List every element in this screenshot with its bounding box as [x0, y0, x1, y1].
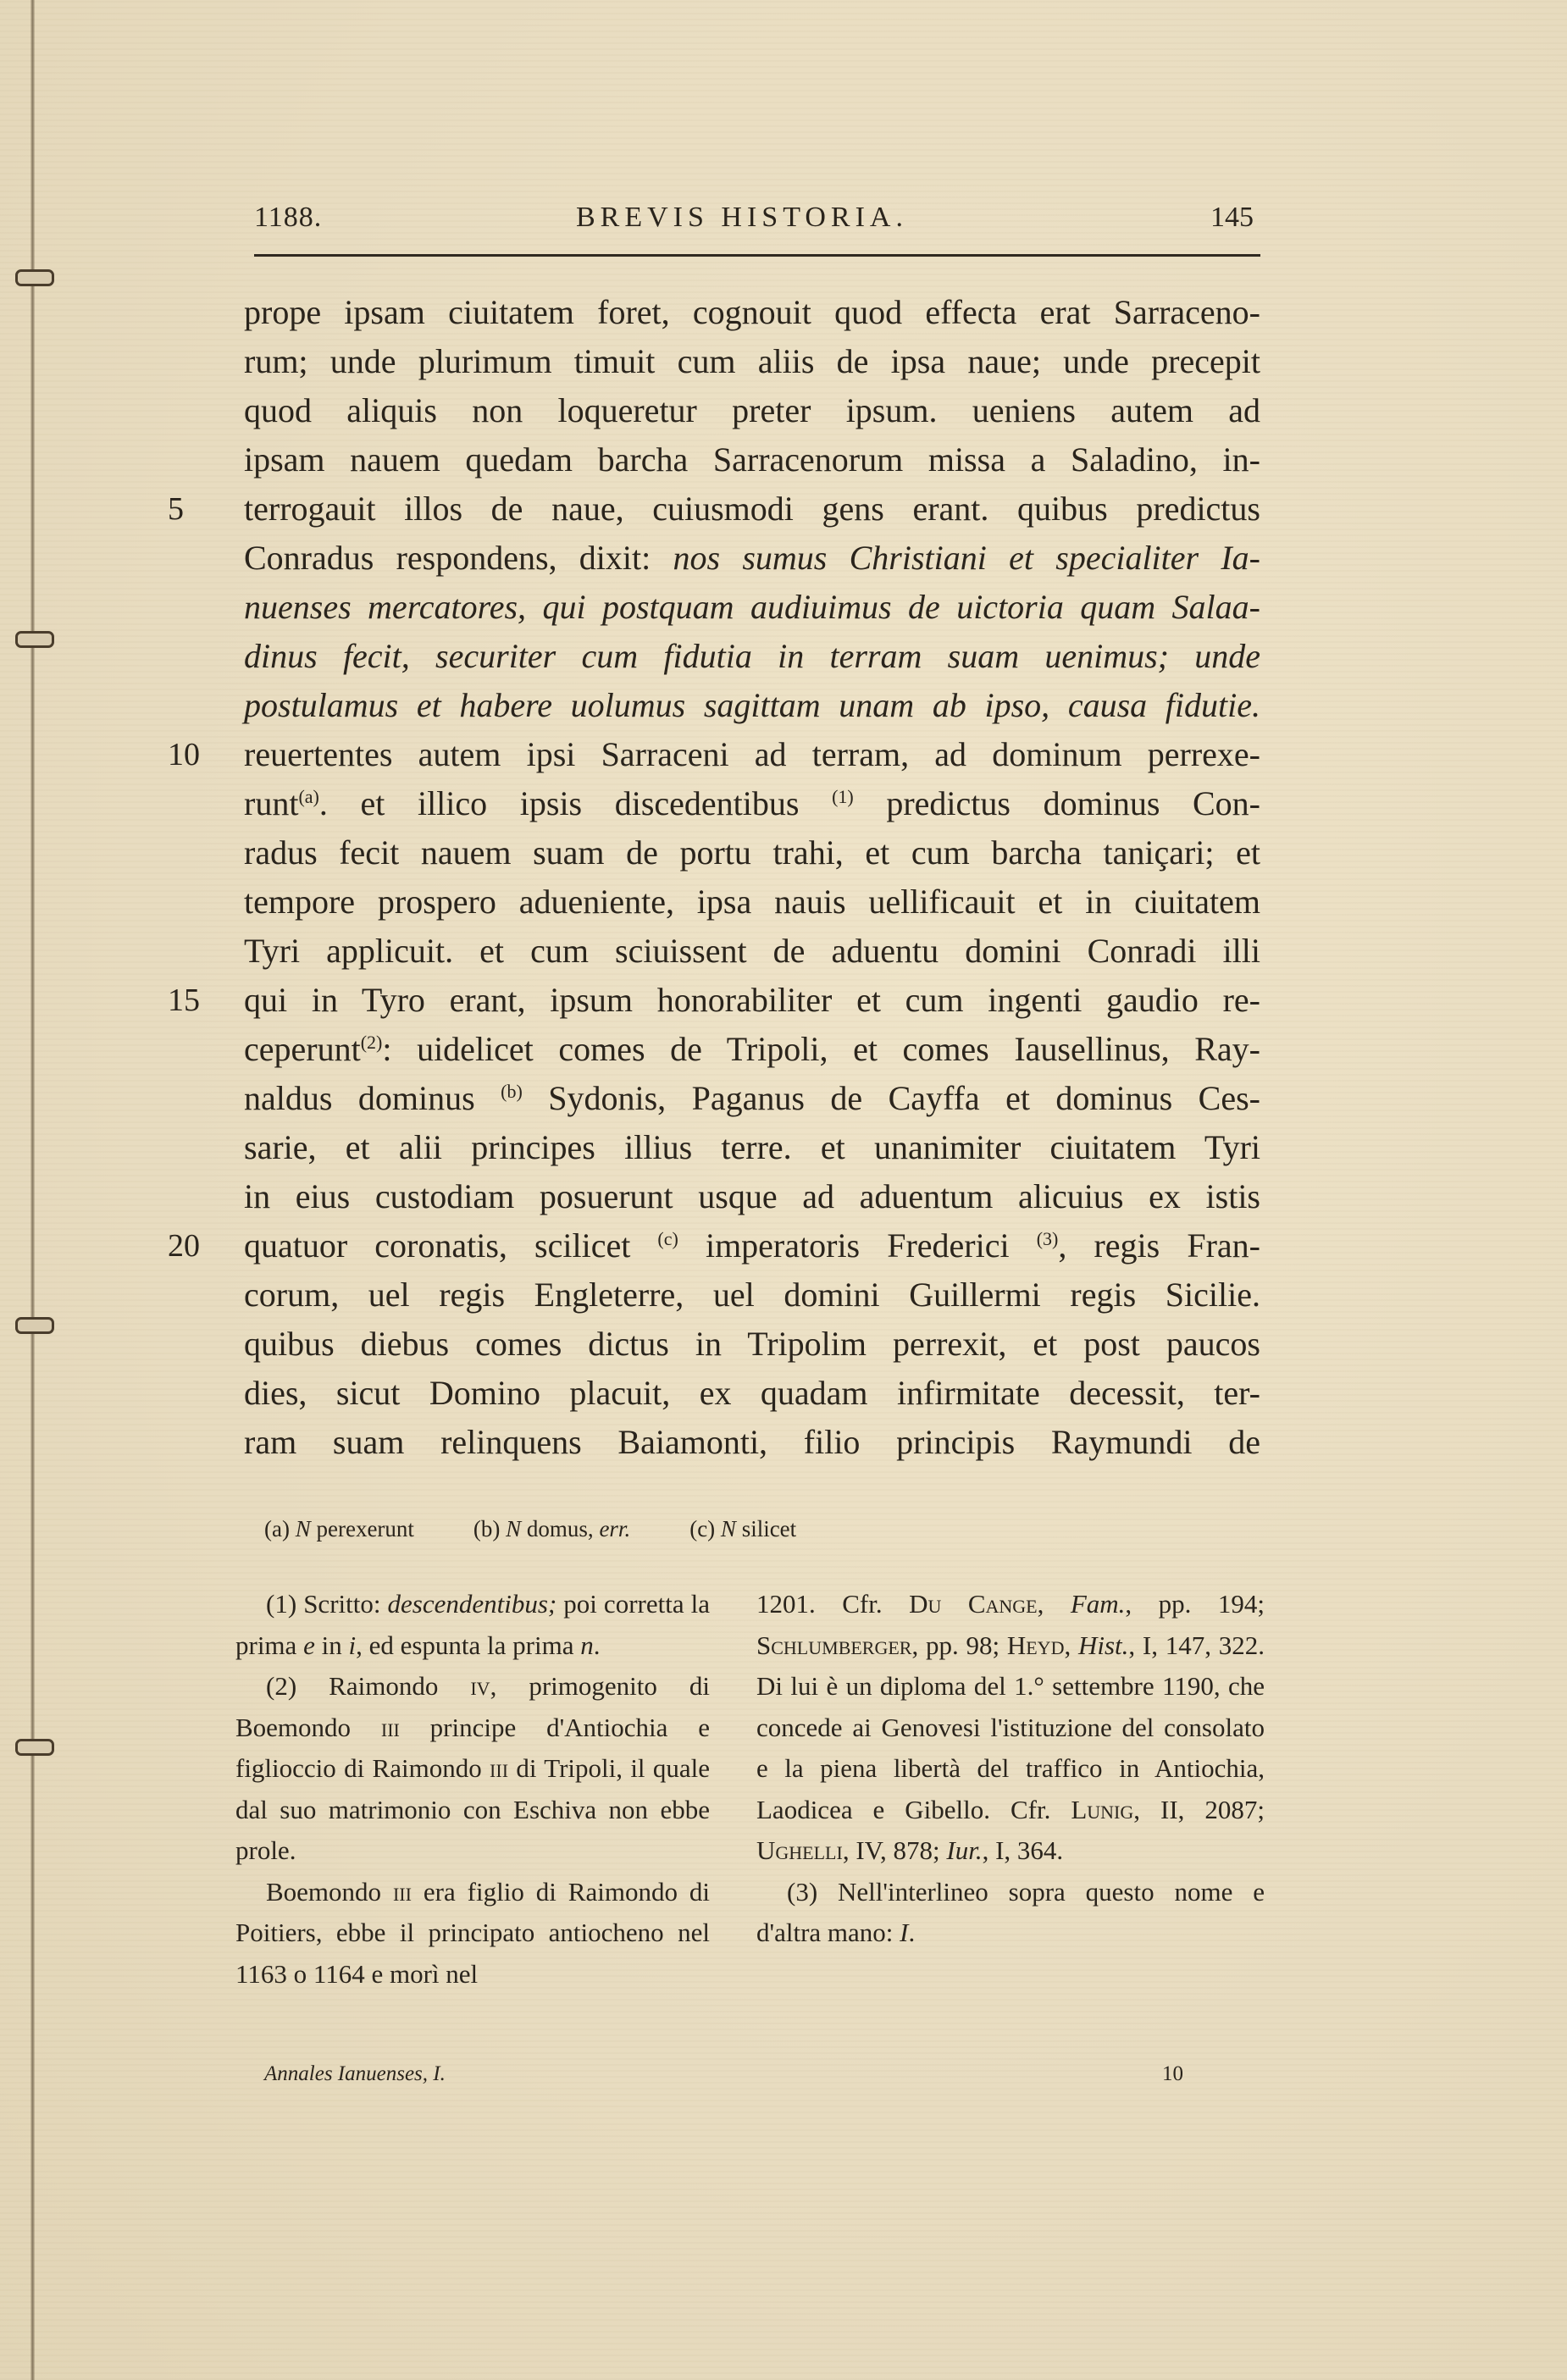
italic-text: descendentibus;: [387, 1589, 557, 1619]
text-run: radus fecit nauem suam de portu trahi, et cum barcha taniçari; et: [244, 833, 1260, 872]
text-run: , primogenito di Boemondo: [235, 1671, 710, 1742]
variant-note: [689, 1516, 796, 1542]
text-run: runt: [244, 784, 299, 822]
binding-gutter: [30, 0, 35, 2380]
text-run: (1) Scritto:: [266, 1589, 388, 1619]
italic-text: i: [348, 1630, 357, 1660]
line-text: [244, 484, 1260, 534]
text-run: era figlio di Raimondo di Poitiers, ebbe il principato antiocheno nel 1163 o 1164 e morì nel: [235, 1876, 710, 1989]
text-run: , I, 364.: [982, 1835, 1064, 1865]
small-caps-text: iv: [470, 1671, 490, 1701]
footnote-reference: (b): [501, 1081, 523, 1102]
small-caps-text: Heyd: [1006, 1630, 1065, 1660]
text-run: qui in Tyro erant, ipsum honorabiliter et cum ingenti gaudio re-: [244, 981, 1260, 1019]
text-line: [168, 976, 1260, 1025]
text-line: [168, 484, 1260, 534]
text-run: prope ipsam ciuitatem foret, cognouit quod effecta erat Sarraceno-: [244, 293, 1260, 331]
italic-text: dinus fecit, securiter cum fidutia in terram suam uenimus; unde: [244, 637, 1260, 675]
signature-mark: Annales Ianuenses, I.: [264, 2062, 446, 2085]
text-run: , regis Fran-: [1058, 1226, 1260, 1265]
text-run: ,: [1037, 1589, 1071, 1619]
line-number: 10: [168, 737, 200, 772]
italic-text: Fam.: [1070, 1589, 1126, 1619]
text-line: [244, 877, 1260, 927]
text-run: quibus diebus comes dictus in Tripolim perrexit, et post paucos: [244, 1325, 1260, 1363]
line-text: [244, 1369, 1260, 1418]
text-run: corum, uel regis Engleterre, uel domini Guillermi regis Sicilie.: [244, 1276, 1260, 1314]
text-line: [244, 632, 1260, 681]
text-run: quatuor coronatis, scilicet: [244, 1226, 658, 1265]
text-line: [244, 583, 1260, 632]
line-text: [244, 1270, 1260, 1320]
line-text: [244, 1074, 1260, 1123]
text-line: [244, 1172, 1260, 1221]
text-run: . et illico ipsis discedentibus: [318, 784, 833, 822]
small-caps-text: iii: [380, 1712, 400, 1742]
line-text: [244, 337, 1260, 386]
text-run: dies, sicut Domino placuit, ex quadam infirmitate decessit, ter-: [244, 1374, 1260, 1412]
text-run: rum; unde plurimum timuit cum aliis de ipsa naue; unde precepit: [244, 342, 1260, 380]
text-line: [168, 1221, 1260, 1270]
italic-text: postulamus et habere uolumus sagittam unam ab ipso, causa fidutie.: [244, 686, 1260, 724]
text-run: Sydonis, Paganus de Cayffa et dominus Ces-: [522, 1079, 1260, 1117]
small-caps-text: Du Cange: [909, 1589, 1038, 1619]
line-text: [244, 877, 1260, 927]
line-text: [244, 1172, 1260, 1221]
line-text: [244, 1418, 1260, 1467]
binding-stitch: [15, 1317, 54, 1334]
manuscript-siglum: N: [506, 1516, 527, 1541]
italic-text: Iur.: [946, 1835, 983, 1865]
text-line: [244, 681, 1260, 730]
text-run: : uidelicet comes de Tripoli, et comes Iausellinus, Ray-: [382, 1030, 1260, 1068]
text-line: [244, 435, 1260, 484]
text-line: [244, 288, 1260, 337]
line-number: 20: [168, 1228, 200, 1264]
line-text: [244, 927, 1260, 976]
footnote-reference: (c): [657, 1228, 678, 1249]
text-line: [244, 1418, 1260, 1467]
text-run: predictus dominus Con-: [853, 784, 1260, 822]
line-text: [244, 1320, 1260, 1369]
text-run: quod aliquis non loqueretur preter ipsum. ueniens autem ad: [244, 391, 1260, 429]
running-header: [254, 202, 1262, 244]
text-run: , pp. 98;: [911, 1630, 1007, 1660]
text-line: [244, 1270, 1260, 1320]
text-line: [244, 534, 1260, 583]
footnote-reference: (a): [298, 786, 319, 807]
small-caps-text: Schlumberger: [756, 1630, 912, 1660]
line-number: 5: [168, 491, 184, 527]
footnote-paragraph: [235, 1666, 710, 1872]
line-text: [244, 976, 1260, 1025]
text-line: [244, 828, 1260, 877]
footnote-paragraph: [756, 1584, 1265, 1872]
text-line: [244, 1369, 1260, 1418]
text-run: ,: [1064, 1630, 1078, 1660]
footnotes-right-column: [756, 1584, 1265, 1954]
main-text: [168, 288, 1261, 1467]
line-text: [244, 288, 1260, 337]
header-year: 1188.: [254, 202, 323, 233]
text-run: ipsam nauem quedam barcha Sarracenorum missa a Saladino, in-: [244, 440, 1260, 479]
variant-reading: perexerunt: [316, 1516, 414, 1541]
text-run: , ed espunta la prima: [356, 1630, 581, 1660]
text-run: principe d'Antiochia e figlioccio di Raimondo: [235, 1712, 710, 1783]
line-text: [244, 386, 1260, 435]
text-run: naldus dominus: [244, 1079, 501, 1117]
manuscript-siglum: N: [295, 1516, 317, 1541]
line-text: [244, 435, 1260, 484]
binding-stitch: [15, 269, 54, 286]
text-run: poi corretta la prima: [235, 1589, 711, 1660]
italic-text: n: [580, 1630, 594, 1660]
footnote-paragraph: [235, 1584, 710, 1666]
text-run: reuertentes autem ipsi Sarraceni ad terram, ad dominum perrexe-: [244, 735, 1260, 773]
text-run: Conradus respondens, dixit:: [244, 539, 673, 577]
line-text: [244, 1025, 1260, 1074]
small-caps-text: iii: [392, 1876, 412, 1907]
text-run: Tyri applicuit. et cum sciuissent de aduentu domini Conradi illi: [244, 932, 1260, 970]
binding-stitch: [15, 1739, 54, 1756]
line-text: [244, 730, 1260, 779]
small-caps-text: Lunig: [1071, 1794, 1134, 1824]
sheet-number: 10: [1162, 2062, 1183, 2085]
variant-mark: (c): [689, 1516, 721, 1541]
footnote-reference: (3): [1036, 1228, 1059, 1249]
text-line: [244, 1074, 1260, 1123]
text-line: [244, 337, 1260, 386]
text-run: di Tripoli, il quale dal suo matrimonio con Eschiva non ebbe prole.: [235, 1753, 710, 1865]
binding-stitch: [15, 631, 54, 648]
line-text: [244, 779, 1260, 828]
text-line: [244, 1320, 1260, 1369]
text-run: sarie, et alii principes illius terre. et unanimiter ciuitatem Tyri: [244, 1128, 1260, 1166]
variant-mark: (b): [473, 1516, 507, 1541]
text-run: .: [908, 1918, 916, 1947]
text-run: Boemondo: [266, 1876, 393, 1907]
variant-note: [473, 1516, 630, 1542]
footnote-paragraph: [756, 1872, 1265, 1954]
variant-apparatus: [264, 1516, 1027, 1542]
text-line: [168, 730, 1260, 779]
variant-reading: silicet: [741, 1516, 797, 1541]
line-text: [244, 583, 1260, 632]
line-text: [244, 828, 1260, 877]
footnotes-left-column: [235, 1584, 710, 1995]
text-run: in eius custodiam posuerunt usque ad aduentum alicuius ex istis: [244, 1177, 1260, 1215]
text-run: in: [314, 1630, 349, 1660]
text-run: tempore prospero adueniente, ipsa nauis uellificauit et in ciuitatem: [244, 883, 1260, 921]
text-run: terrogauit illos de naue, cuiusmodi gens erant. quibus predictus: [244, 490, 1260, 528]
header-title: BREVIS HISTORIA.: [576, 202, 908, 233]
line-text: [244, 681, 1260, 730]
small-caps-text: iii: [490, 1753, 509, 1783]
text-line: [244, 1123, 1260, 1172]
line-text: [244, 632, 1260, 681]
text-run: ceperunt: [244, 1030, 361, 1068]
text-line: [244, 779, 1260, 828]
italic-text: I: [900, 1918, 909, 1947]
italic-text: nos sumus Christiani et specialiter Ia-: [673, 539, 1261, 577]
page-number: 145: [1210, 202, 1254, 233]
italic-text: Hist.: [1077, 1630, 1129, 1660]
text-line: [244, 386, 1260, 435]
footnote-reference: (2): [360, 1032, 383, 1053]
text-line: [244, 927, 1260, 976]
text-run: imperatoris Frederici: [678, 1226, 1037, 1265]
line-text: [244, 1123, 1260, 1172]
text-run: ram suam relinquens Baiamonti, filio principis Raymundi de: [244, 1423, 1260, 1461]
line-number: 15: [168, 982, 200, 1018]
text-run: (2) Raimondo: [266, 1671, 471, 1701]
manuscript-siglum: N: [720, 1516, 742, 1541]
line-text: [244, 534, 1260, 583]
text-run: , I, 147, 322. Di lui è un diploma del 1.° settembre 1190, che concede ai Genovesi l'istituzione del consolato e la piena libertà del traffico in Antiochia, Laodicea e Gibello. Cfr.: [756, 1630, 1265, 1824]
italic-text: e: [303, 1630, 315, 1660]
text-run: 1201. Cfr.: [756, 1589, 910, 1619]
text-run: (3) Nell'interlineo sopra questo nome e d'altra mano:: [756, 1876, 1265, 1947]
small-caps-text: Ughelli: [756, 1835, 843, 1865]
text-run: .: [593, 1630, 601, 1660]
text-run: , pp. 194;: [1125, 1589, 1265, 1619]
variant-reading: domus,: [526, 1516, 600, 1541]
footnote-reference: (1): [832, 786, 854, 807]
variant-note: [264, 1516, 414, 1542]
variant-comment: err.: [599, 1516, 631, 1541]
text-run: , II, 2087;: [1133, 1794, 1265, 1824]
line-text: [244, 1221, 1260, 1270]
variant-mark: (a): [264, 1516, 296, 1541]
text-line: [244, 1025, 1260, 1074]
text-run: , IV, 878;: [842, 1835, 947, 1865]
header-rule: [254, 254, 1260, 257]
italic-text: nuenses mercatores, qui postquam audiuimus de uictoria quam Salaa-: [244, 588, 1260, 626]
footnote-paragraph: [235, 1872, 710, 1995]
